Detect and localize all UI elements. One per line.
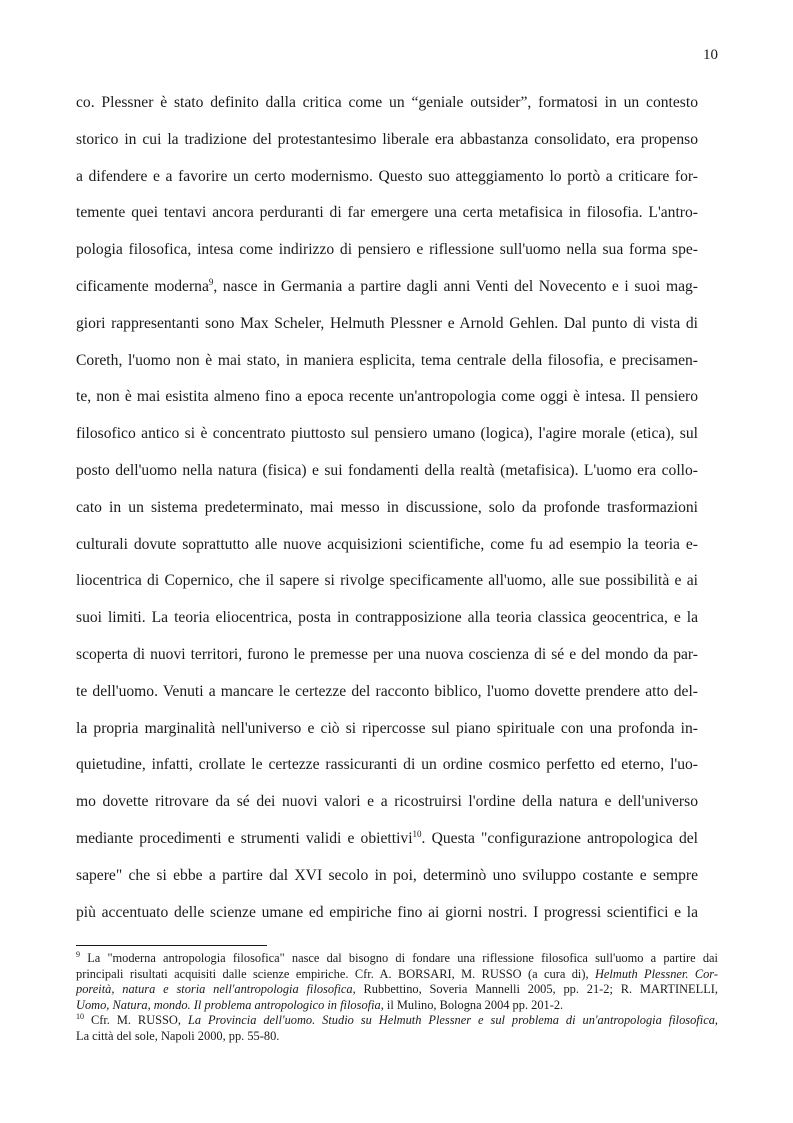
footnote-marker: 9 xyxy=(76,950,80,959)
body-line xyxy=(76,828,698,865)
body-line: più accentuato delle scienze umane ed empiriche fino ai giorni nostri. I progressi scientifici e la xyxy=(76,903,698,921)
footnote-text: Rubbettino, Soveria Mannelli 2005, pp. 21-2; R. MARTINELLI, xyxy=(355,982,718,996)
footnote-text: La città del sole, Napoli 2000, pp. 55-80. xyxy=(76,1028,280,1043)
page-number: 10 xyxy=(703,47,718,63)
body-line-text: cificamente moderna xyxy=(76,277,209,295)
body-line: sapere" che si ebbe a partire dal XVI secolo in poi, determinò uno sviluppo costante e sempre xyxy=(76,866,698,884)
body-line: a difendere e a favorire un certo modernismo. Questo suo atteggiamento lo portò a criticare for- xyxy=(76,167,698,185)
footnote-reference[interactable]: 10 xyxy=(412,828,422,839)
footnote-line xyxy=(76,1013,718,1029)
body-line: suoi limiti. La teoria eliocentrica, posta in contrapposizione alla teoria classica geocentrica, e la xyxy=(76,609,698,627)
body-line: co. Plessner è stato definito dalla critica come un “geniale outsider”, formatosi in un contesto xyxy=(76,94,698,111)
footnotes xyxy=(76,951,718,1044)
body-line: storico in cui la tradizione del protestantesimo liberale era abbastanza consolidato, era propenso xyxy=(76,130,698,148)
footnote-text: , il Mulino, Bologna 2004 pp. 201-2. xyxy=(380,997,564,1012)
footnote-text: , xyxy=(714,1013,718,1027)
body-line: culturali dovute soprattutto alle nuove acquisizioni scientifiche, come fu ad esempio la teoria e- xyxy=(76,535,698,553)
body-line: temente quei tentavi ancora perduranti di far emergere una certa metafisica in filosofia. L'antro- xyxy=(76,204,698,222)
body-line-text: mediante procedimenti e strumenti validi e obiettivi xyxy=(76,829,413,847)
body-line: quietudine, infatti, crollate le certezze rassicuranti di un ordine cosmico perfetto ed eterno, l'uo- xyxy=(76,756,698,774)
body-line: pologia filosofica, intesa come indirizzo di pensiero e riflessione sull'uomo nella sua forma spe- xyxy=(76,241,698,259)
footnote-line xyxy=(76,998,718,1014)
body-line-text: . Questa "configurazione antropologica del xyxy=(421,829,699,847)
footnote-line xyxy=(76,1029,718,1045)
body-line: posto dell'uomo nella natura (fisica) e sui fondamenti della realtà (metafisica). L'uomo era collo- xyxy=(76,461,698,479)
body-line: giori rappresentanti sono Max Scheler, Helmuth Plessner e Arnold Gehlen. Dal punto di vista di xyxy=(76,314,698,332)
body-line: mo dovette ritrovare da sé dei nuovi valori e a ricostruirsi l'ordine della natura e dell'universo xyxy=(76,793,698,811)
body-line: liocentrica di Copernico, che il sapere si rivolge specificamente all'uomo, alle sue possibilità e ai xyxy=(76,572,698,590)
footnote-separator xyxy=(76,945,267,946)
body-line-text: , nasce in Germania a partire dagli anni Venti del Novecento e i suoi mag- xyxy=(213,277,698,295)
footnote-text: Cfr. M. RUSSO, xyxy=(84,1013,188,1027)
body-line: te, non è mai esistita almeno fino a epoca recente un'antropologia come oggi è intesa. Il pensiero xyxy=(76,388,698,406)
footnote-10 xyxy=(76,1013,718,1044)
body-line: te dell'uomo. Venuti a mancare le certezze del racconto biblico, l'uomo dovette prendere atto del- xyxy=(76,682,698,700)
footnote-text: La "moderna antropologia filosofica" nasce dal bisogno di fondare una riflessione filosofica sull'uomo a partire dai xyxy=(80,951,718,965)
footnote-reference[interactable]: 9 xyxy=(208,276,214,287)
body-line: filosofico antico si è concentrato piuttosto sul pensiero umano (logica), l'agire morale (etica), sul xyxy=(76,425,698,443)
footnote-title-text: poreità, natura e storia nell'antropologia filosofica, xyxy=(76,982,356,996)
body-line: scoperta di nuovi territori, furono le premesse per una nuova coscienza di sé e del mondo da par- xyxy=(76,645,698,663)
body-line: la propria marginalità nell'universo e ciò si ripercosse sul piano spirituale con una profonda in- xyxy=(76,719,698,737)
footnote-line xyxy=(76,967,718,983)
body-line: Coreth, l'uomo non è mai stato, in maniera esplicita, tema centrale della filosofia, e precisamen- xyxy=(76,351,698,369)
footnote-title-text: Uomo, Natura, mondo. Il problema antropologico in filosofia xyxy=(76,997,381,1012)
footnote-title-text: La Provincia dell'uomo. Studio su Helmuth Plessner e sul problema di un'antropologia filosofica xyxy=(187,1013,715,1027)
footnote-9 xyxy=(76,951,718,1013)
footnote-marker: 10 xyxy=(76,1012,84,1021)
footnote-title-text: Helmuth Plessner. Cor- xyxy=(594,966,718,981)
footnote-line xyxy=(76,982,718,998)
body-line: cato in un sistema predeterminato, mai messo in discussione, solo da profonde trasformazioni xyxy=(76,498,698,516)
body-line xyxy=(76,276,698,313)
footnote-line xyxy=(76,951,718,967)
main-body-text xyxy=(76,92,698,938)
footnote-text: principali risultati acquisiti dalle scienze empiriche. Cfr. A. BORSARI, M. RUSSO (a cura di), xyxy=(76,966,595,981)
